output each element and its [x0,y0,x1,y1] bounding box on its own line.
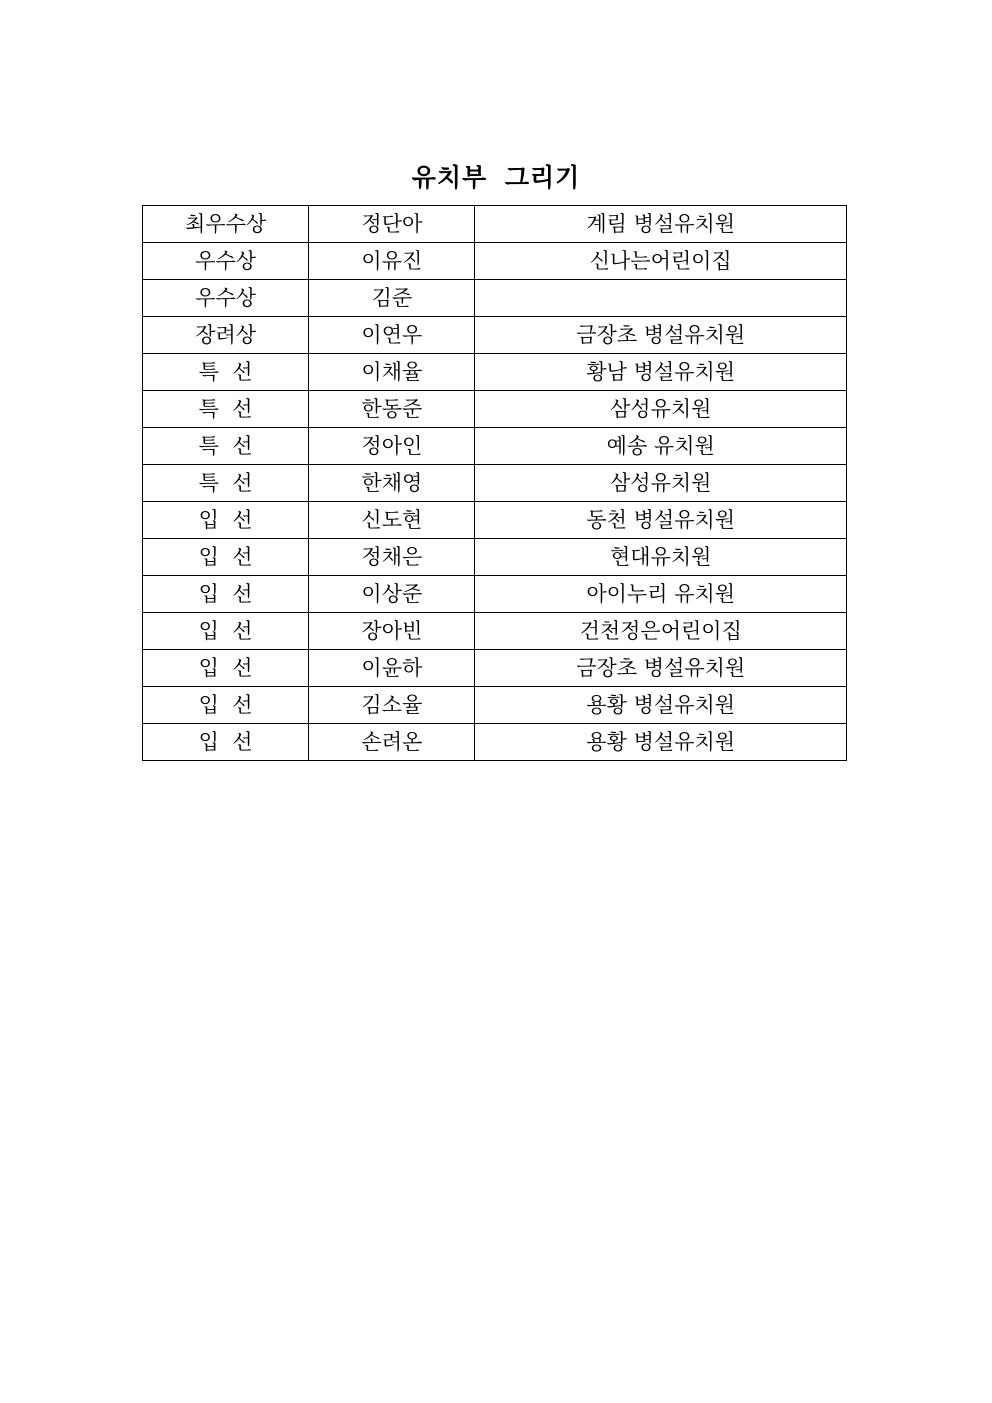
table-row [143,206,847,243]
school-cell: 아이누리 유치원 [475,576,847,613]
school-cell: 동천 병설유치원 [475,502,847,539]
name-cell: 이윤하 [309,650,475,687]
school-cell: 금장초 병설유치원 [475,317,847,354]
name-cell: 장아빈 [309,613,475,650]
school-cell: 금장초 병설유치원 [475,650,847,687]
name-cell: 손려온 [309,724,475,761]
school-cell: 용황 병설유치원 [475,724,847,761]
name-cell: 김소율 [309,687,475,724]
award-cell: 우수상 [143,243,309,280]
table-row [143,539,847,576]
school-cell: 현대유치원 [475,539,847,576]
name-cell: 이상준 [309,576,475,613]
award-cell: 입 선 [143,576,309,613]
award-cell: 특 선 [143,354,309,391]
award-table [142,205,847,761]
school-cell: 계림 병설유치원 [475,206,847,243]
table-row [143,354,847,391]
school-cell: 삼성유치원 [475,391,847,428]
award-cell: 입 선 [143,724,309,761]
award-cell: 입 선 [143,613,309,650]
award-cell: 입 선 [143,687,309,724]
table-row [143,280,847,317]
table-row [143,613,847,650]
award-cell: 특 선 [143,465,309,502]
table-row [143,243,847,280]
table-row [143,502,847,539]
award-cell: 특 선 [143,391,309,428]
name-cell: 한채영 [309,465,475,502]
name-cell: 김준 [309,280,475,317]
name-cell: 한동준 [309,391,475,428]
name-cell: 정채은 [309,539,475,576]
page-title: 유치부 그리기 [411,163,581,192]
name-cell: 이연우 [309,317,475,354]
school-cell: 삼성유치원 [475,465,847,502]
name-cell: 이유진 [309,243,475,280]
name-cell: 정아인 [309,428,475,465]
table-row [143,465,847,502]
table-row [143,650,847,687]
award-cell: 입 선 [143,502,309,539]
award-cell: 우수상 [143,280,309,317]
name-cell: 신도현 [309,502,475,539]
award-cell: 최우수상 [143,206,309,243]
award-cell: 특 선 [143,428,309,465]
school-cell: 황남 병설유치원 [475,354,847,391]
award-cell: 장려상 [143,317,309,354]
school-cell: 신나는어린이집 [475,243,847,280]
award-table-body [143,206,847,761]
name-cell: 이채율 [309,354,475,391]
school-cell [475,280,847,317]
award-cell: 입 선 [143,650,309,687]
school-cell: 용황 병설유치원 [475,687,847,724]
name-cell: 정단아 [309,206,475,243]
school-cell: 예송 유치원 [475,428,847,465]
table-row [143,724,847,761]
award-cell: 입 선 [143,539,309,576]
table-row [143,687,847,724]
table-row [143,428,847,465]
table-row [143,391,847,428]
table-row [143,317,847,354]
school-cell: 건천정은어린이집 [475,613,847,650]
table-row [143,576,847,613]
